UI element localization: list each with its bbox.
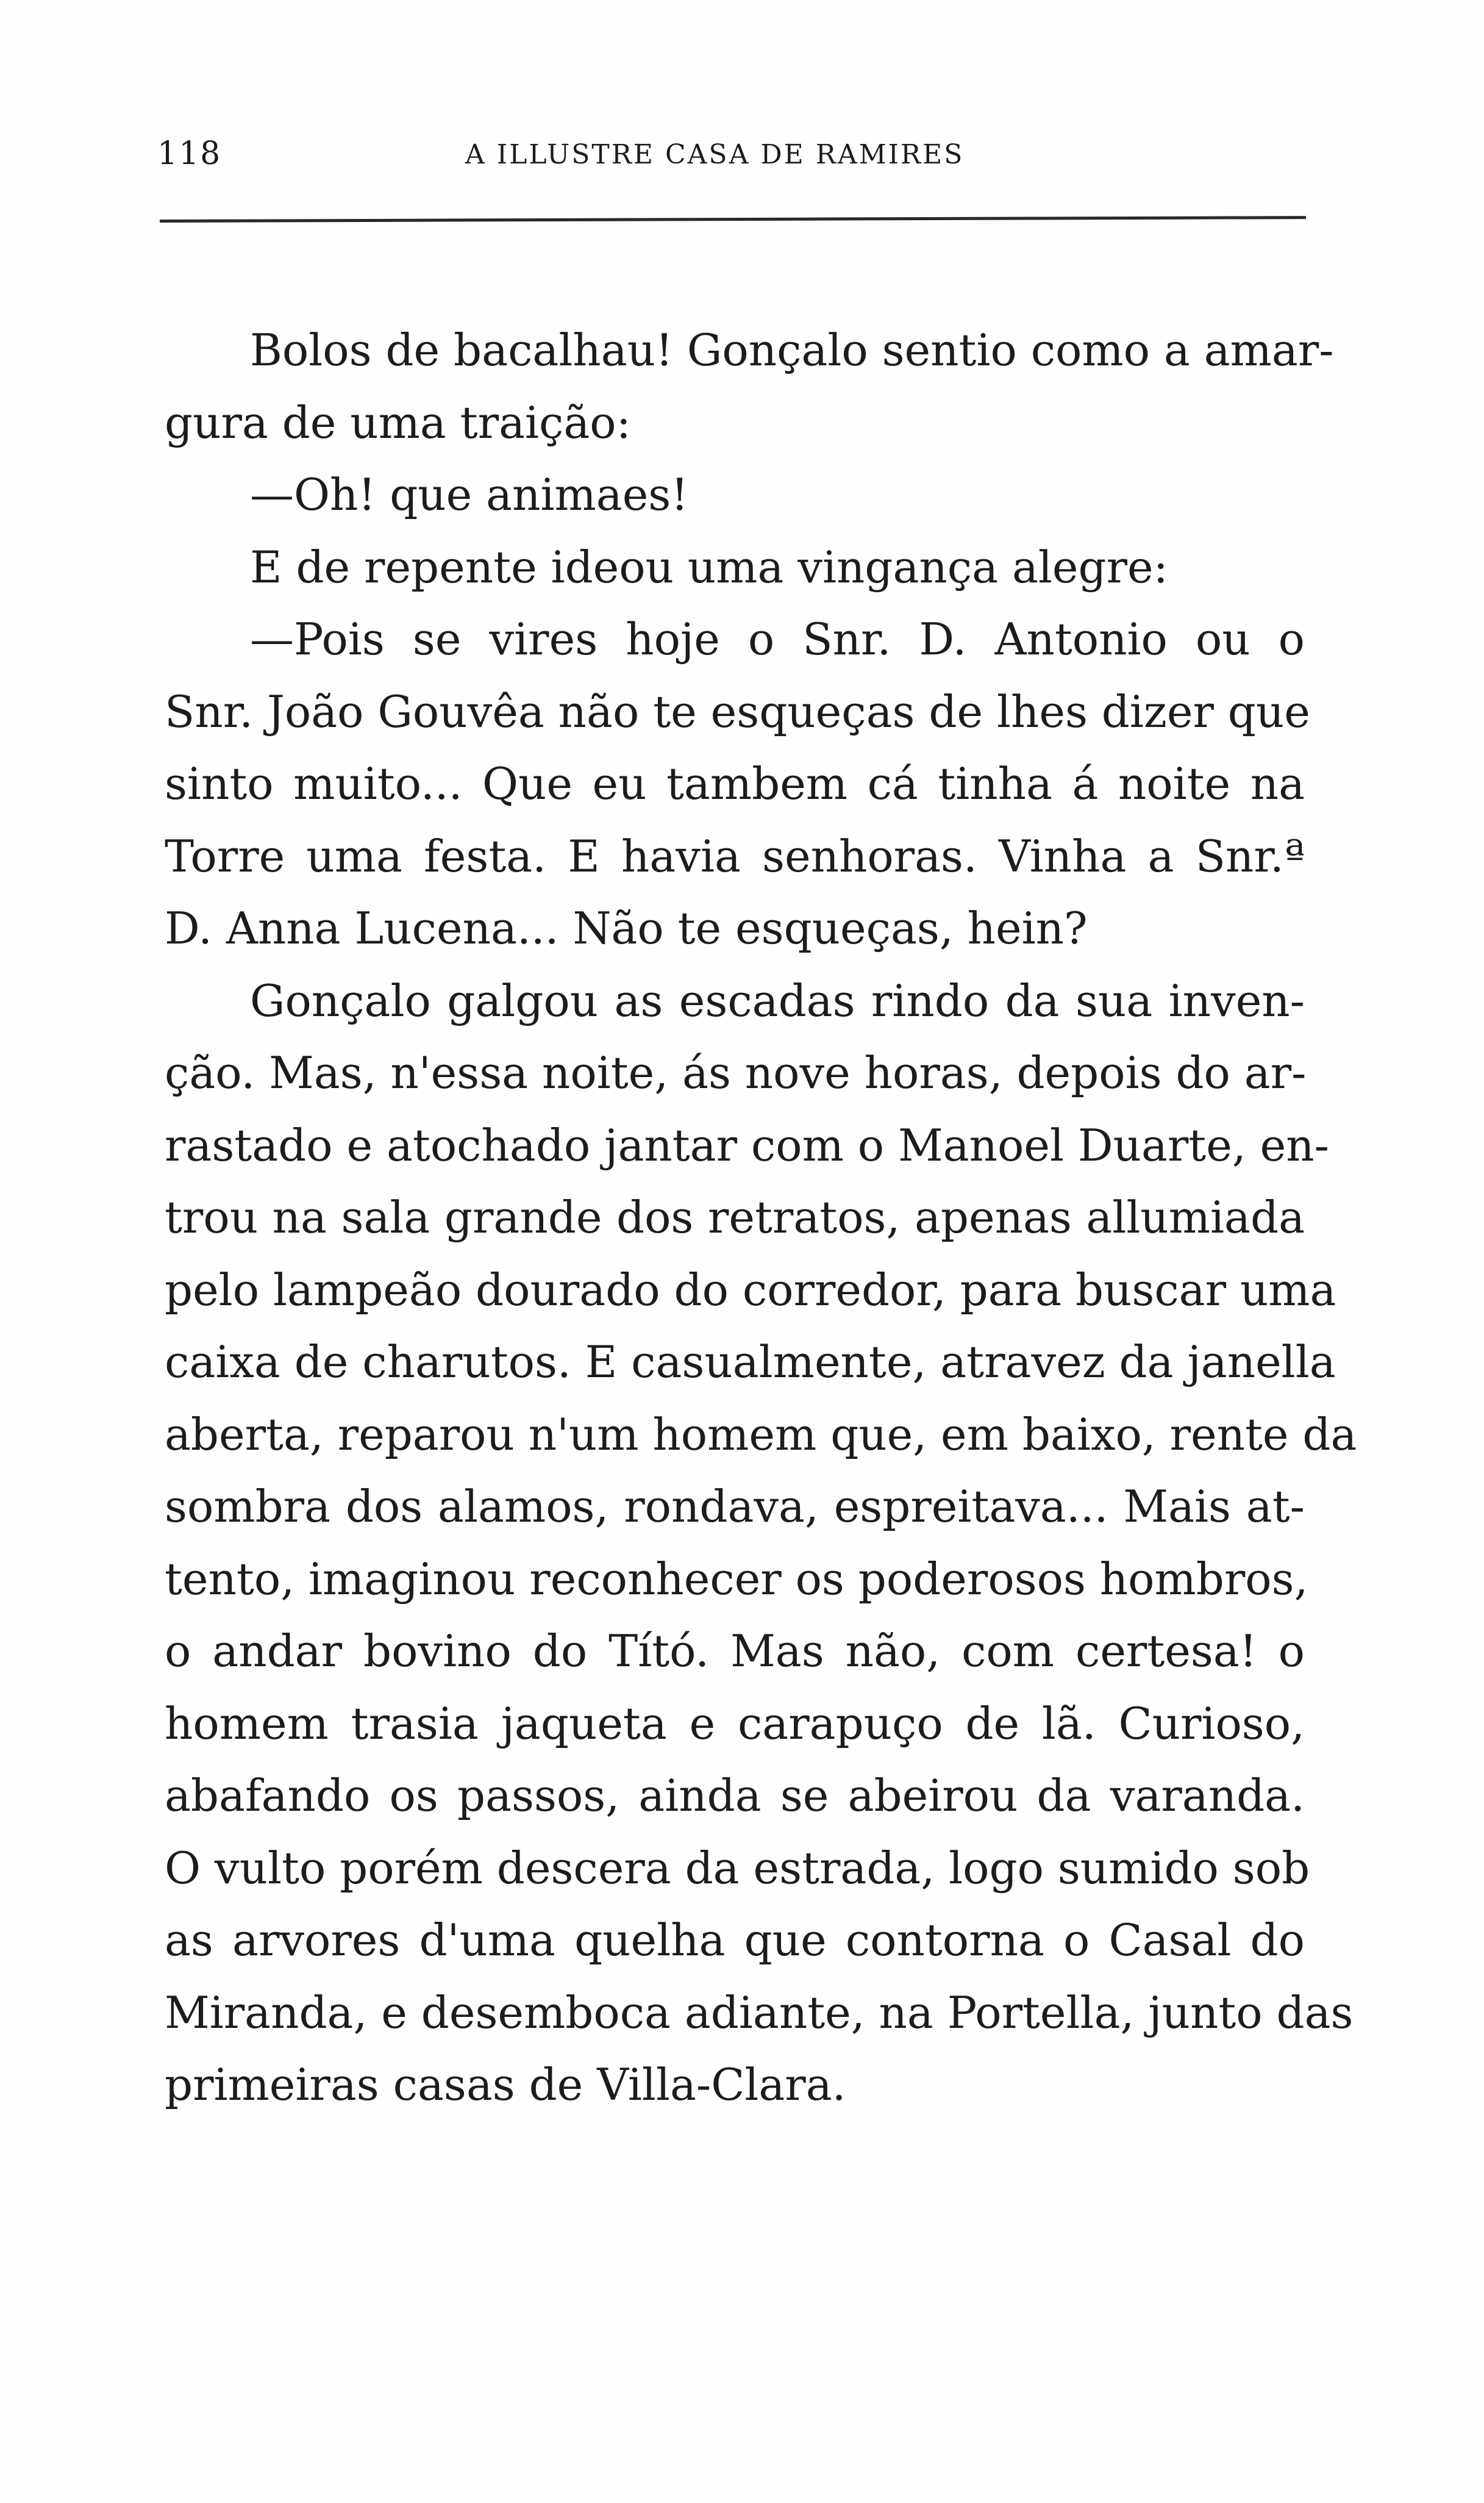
text-line: tento, imaginou reconhecer os poderosos hombros, (165, 1553, 1308, 1605)
text-line: D. Anna Lucena... Não te esqueças, hein? (165, 903, 1088, 954)
text-line: aberta, reparou n'um homem que, em baixo, rente da (165, 1408, 1357, 1460)
text-line: caixa de charutos. E casualmente, atravez da janella (165, 1336, 1336, 1388)
text-line: Miranda, e desemboca adiante, na Portella, junto das (165, 1986, 1354, 2038)
text-line: homem trasia jaqueta e carapuço de lã. Curioso, (165, 1697, 1305, 1749)
text-line: pelo lampeão dourado do corredor, para buscar uma (165, 1264, 1336, 1316)
text-line: abafando os passos, ainda se abeirou da varanda. (165, 1770, 1305, 1821)
text-line: —Pois se vires hoje o Snr. D. Antonio ou o (250, 614, 1305, 665)
text-line: primeiras casas de Villa-Clara. (165, 2059, 846, 2110)
text-line: Torre uma festa. E havia senhoras. Vinha a Snr.ª (165, 830, 1305, 882)
text-line: gura de uma traição: (165, 396, 631, 448)
page-number: 118 (157, 135, 222, 172)
text-line: o andar bovino do Tító. Mas não, com certesa! o (165, 1625, 1305, 1677)
header-rule (160, 216, 1306, 223)
page-header (157, 135, 1310, 184)
text-line: ção. Mas, n'essa noite, ás nove horas, depois do ar- (165, 1047, 1307, 1098)
text-line: Gonçalo galgou as escadas rindo da sua inven- (250, 975, 1305, 1026)
text-line: as arvores d'uma quelha que contorna o Casal do (165, 1914, 1305, 1966)
running-title: A ILLUSTRE CASA DE RAMIRES (465, 139, 965, 170)
text-line: rastado e atochado jantar com o Manoel Duarte, en- (165, 1119, 1329, 1171)
text-line: Bolos de bacalhau! Gonçalo sentio como a amar- (250, 324, 1334, 376)
text-line: trou na sala grande dos retratos, apenas allumiada (165, 1192, 1305, 1243)
text-line: O vulto porém descera da estrada, logo sumido sob (165, 1842, 1310, 1894)
text-line: Snr. João Gouvêa não te esqueças de lhes dizer que (165, 686, 1310, 737)
text-line: sombra dos alamos, rondava, espreitava... Mais at- (165, 1481, 1305, 1532)
text-line: E de repente ideou uma vingança alegre: (250, 541, 1168, 593)
text-line: sinto muito... Que eu tambem cá tinha á noite na (165, 758, 1305, 809)
text-line: —Oh! que animaes! (250, 469, 689, 520)
body-text (165, 314, 1357, 2121)
